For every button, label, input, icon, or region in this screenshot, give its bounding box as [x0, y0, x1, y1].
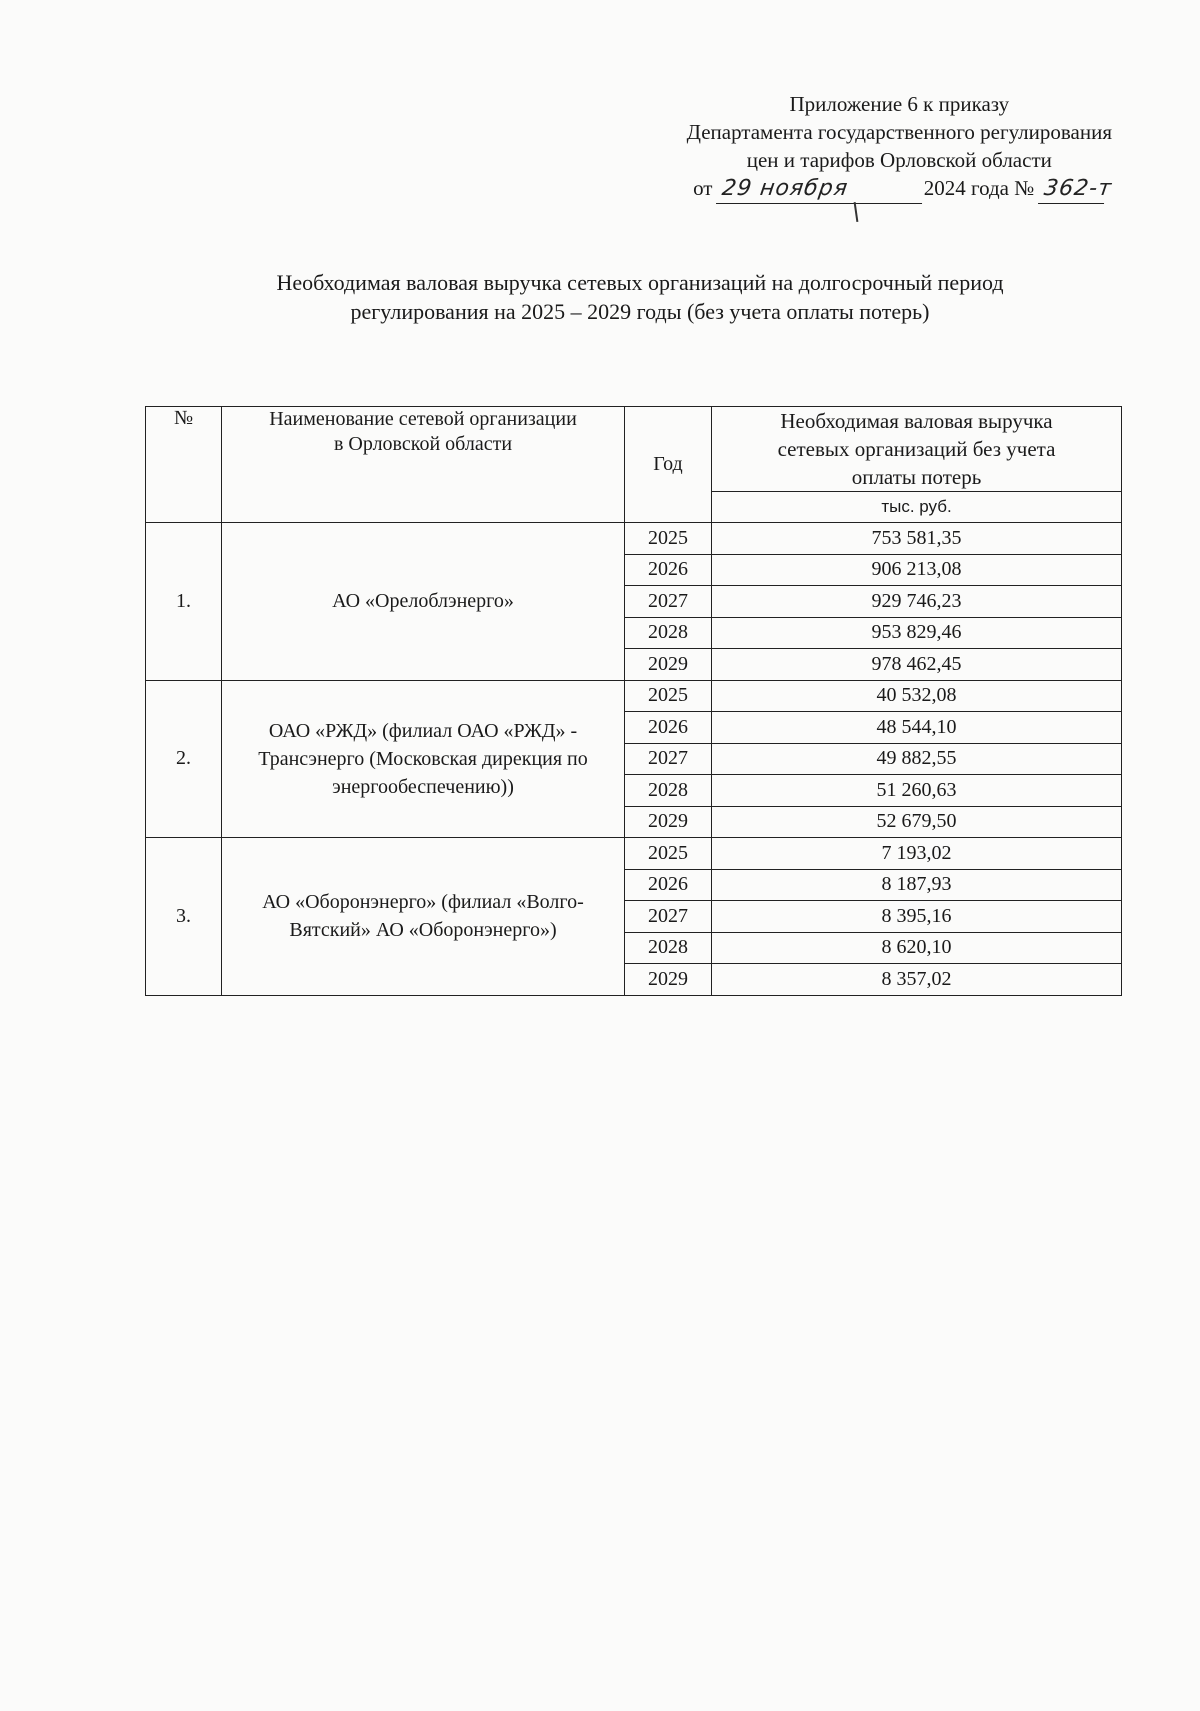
year-cell: 2027 — [625, 586, 712, 618]
column-header-year: Год — [625, 407, 712, 523]
organization-name-line: АО «Оборонэнерго» (филиал «Волго- — [262, 891, 584, 914]
column-header-organization-line2: в Орловской области — [333, 433, 513, 455]
table-row — [146, 838, 1122, 870]
organization-name — [222, 838, 625, 996]
column-header-organization-line1: Наименование сетевой организации — [269, 408, 577, 430]
year-cell: 2029 — [625, 649, 712, 681]
table-row — [146, 680, 1122, 712]
year-cell: 2026 — [625, 554, 712, 586]
revenue-value-cell: 8 357,02 — [712, 964, 1122, 996]
title-line-2: регулирования на 2025 – 2029 годы (без учета оплаты потерь) — [350, 299, 930, 324]
year-cell: 2025 — [625, 838, 712, 870]
revenue-value-cell: 52 679,50 — [712, 806, 1122, 838]
year-cell: 2025 — [625, 523, 712, 555]
row-number: 1. — [146, 523, 222, 681]
column-header-organization — [222, 407, 625, 523]
document-title — [120, 268, 1160, 326]
row-number: 2. — [146, 680, 222, 838]
revenue-value-cell: 8 187,93 — [712, 869, 1122, 901]
column-header-number: № — [146, 407, 222, 523]
revenue-value-cell: 48 544,10 — [712, 712, 1122, 744]
column-header-revenue-line2: сетевых организаций без учета — [777, 437, 1056, 461]
revenue-value-cell: 8 620,10 — [712, 932, 1122, 964]
table-body — [146, 523, 1122, 996]
handwritten-order-number: 362-т — [1037, 175, 1107, 204]
revenue-value-cell: 51 260,63 — [712, 775, 1122, 807]
year-cell: 2026 — [625, 869, 712, 901]
revenue-table — [145, 406, 1122, 996]
year-cell: 2029 — [625, 964, 712, 996]
pen-stroke — [853, 202, 858, 222]
revenue-value-cell: 7 193,02 — [712, 838, 1122, 870]
appendix-header — [687, 90, 1112, 204]
table-row — [146, 523, 1122, 555]
organization-name — [222, 680, 625, 838]
year-cell: 2027 — [625, 743, 712, 775]
organization-name — [222, 523, 625, 681]
revenue-value-cell: 49 882,55 — [712, 743, 1122, 775]
revenue-value-cell: 40 532,08 — [712, 680, 1122, 712]
revenue-value-cell: 8 395,16 — [712, 901, 1122, 933]
organization-name-line: энергообеспечению)) — [332, 775, 514, 798]
handwritten-date: 29 ноября — [716, 175, 926, 204]
column-header-revenue — [712, 407, 1122, 492]
year-cell: 2026 — [625, 712, 712, 744]
order-date-line — [687, 174, 1112, 204]
revenue-value-cell: 953 829,46 — [712, 617, 1122, 649]
appendix-line: Приложение 6 к приказу — [789, 92, 1010, 116]
year-cell: 2028 — [625, 775, 712, 807]
revenue-value-cell: 906 213,08 — [712, 554, 1122, 586]
department-line: Департамента государственного регулирования — [686, 120, 1112, 144]
year-cell: 2027 — [625, 901, 712, 933]
order-year-text: 2024 года № — [923, 176, 1035, 200]
revenue-value-cell: 978 462,45 — [712, 649, 1122, 681]
year-cell: 2028 — [625, 617, 712, 649]
year-cell: 2028 — [625, 932, 712, 964]
row-number: 3. — [146, 838, 222, 996]
year-cell: 2029 — [625, 806, 712, 838]
from-prefix: от — [693, 176, 713, 200]
column-header-revenue-line1: Необходимая валовая выручка — [780, 409, 1053, 433]
column-header-unit: тыс. руб. — [712, 492, 1122, 523]
organization-name-line: Трансэнерго (Московская дирекция по — [258, 747, 588, 770]
year-cell: 2025 — [625, 680, 712, 712]
revenue-value-cell: 753 581,35 — [712, 523, 1122, 555]
organization-name-line: ОАО «РЖД» (филиал ОАО «РЖД» - — [268, 719, 578, 742]
organization-name-line: Вятский» АО «Оборонэнерго») — [289, 919, 557, 942]
title-line-1: Необходимая валовая выручка сетевых организаций на долгосрочный период — [276, 270, 1004, 295]
column-header-revenue-line3: оплаты потерь — [851, 465, 982, 489]
revenue-value-cell: 929 746,23 — [712, 586, 1122, 618]
organization-name-line: АО «Орелоблэнерго» — [332, 590, 514, 613]
department-region-line: цен и тарифов Орловской области — [746, 148, 1052, 172]
